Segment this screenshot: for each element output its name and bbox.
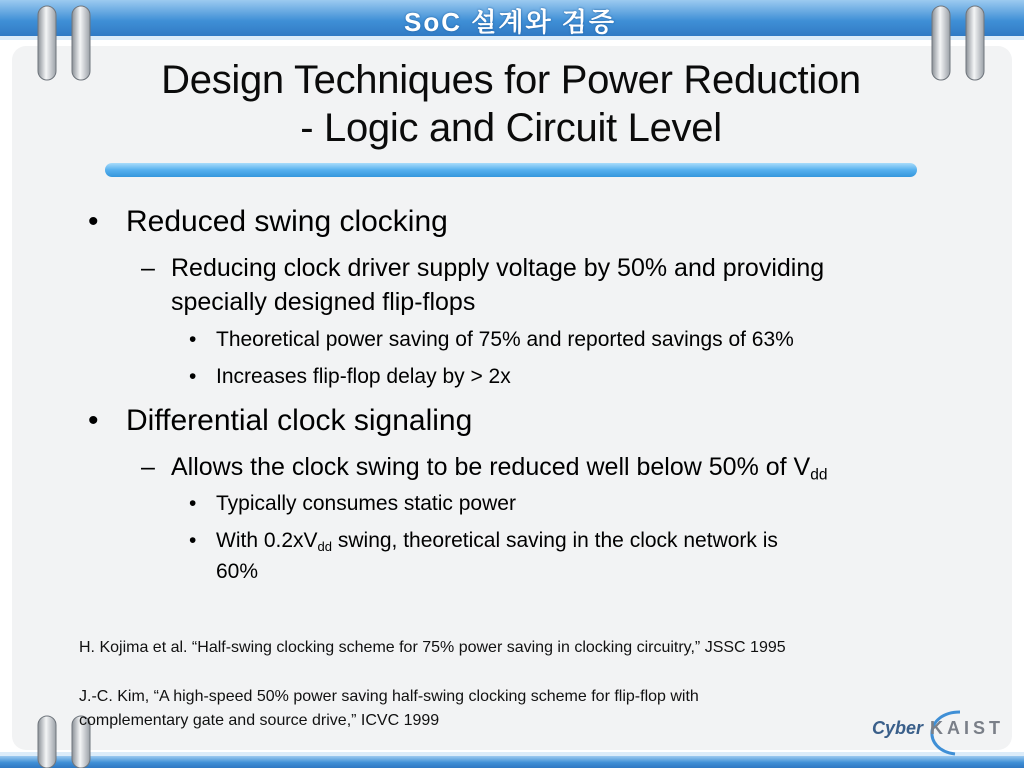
sub-sub-bullet-text-pre: With 0.2xV (216, 529, 318, 552)
dash-marker: – (141, 254, 155, 282)
bullet-text: Differential clock signaling (126, 404, 473, 437)
bullet-reduced-swing (88, 205, 448, 239)
subscript-dd: dd (810, 466, 828, 484)
sub-sub-bullet-text: Typically consumes static power (216, 492, 516, 515)
sub-bullet-text: Allows the clock swing to be reduced well below 50% of V (171, 453, 811, 481)
bullet-marker: • (189, 365, 197, 388)
sub-sub-bullet-text-post: swing, theoretical saving in the clock network is (332, 529, 778, 552)
bullet-differential-clock (88, 404, 473, 438)
dash-marker: – (141, 453, 155, 481)
sub-bullet-reducing-voltage (141, 251, 825, 285)
bullet-text: Reduced swing clocking (126, 205, 448, 238)
reference-kojima: H. Kojima et al. “Half-swing clocking scheme for 75% power saving in clocking circuitry,” JSSC 1995 (79, 639, 786, 656)
binder-ring-top-left-1 (38, 6, 56, 80)
bullet-marker: • (189, 492, 197, 515)
sub-sub-bullet-text: Increases flip-flop delay by > 2x (216, 365, 511, 388)
reference-kim-line1: J.-C. Kim, “A high-speed 50% power saving half-swing clocking scheme for flip-flop with (79, 688, 699, 705)
reference-kim-line2: complementary gate and source drive,” ICVC 1999 (79, 712, 440, 729)
slide-title-line1: Design Techniques for Power Reduction (161, 58, 861, 102)
sub-sub-bullet-theoretical-saving (189, 526, 778, 556)
sub-sub-bullet-theoretical-saving-cont (216, 557, 258, 587)
sub-bullet-clock-swing (141, 450, 828, 484)
logo-kaist: KAIST (930, 718, 1004, 738)
logo-cyber: Cyber (872, 718, 924, 738)
sub-sub-bullet-text: Theoretical power saving of 75% and reported savings of 63% (216, 328, 794, 351)
bullet-marker: • (88, 205, 99, 238)
bullet-marker: • (88, 404, 99, 437)
subscript-dd: dd (317, 538, 333, 554)
sub-bullet-text-line1: Reducing clock driver supply voltage by 50% and providing (171, 254, 825, 282)
sub-sub-bullet-static-power (189, 489, 516, 519)
sub-bullet-text-line2: specially designed flip-flops (171, 288, 476, 316)
sub-sub-bullet-power-saving (189, 325, 794, 355)
bullet-marker: • (189, 328, 197, 351)
sub-bullet-reducing-voltage-cont (171, 285, 475, 319)
slide-title (80, 56, 942, 152)
header-banner-text: SoC 설계와 검증 (403, 7, 617, 37)
slide-title-line2: - Logic and Circuit Level (300, 106, 722, 150)
bullet-marker: • (189, 529, 197, 552)
sub-sub-bullet-text-line2: 60% (216, 560, 259, 583)
sub-sub-bullet-delay (189, 362, 511, 392)
